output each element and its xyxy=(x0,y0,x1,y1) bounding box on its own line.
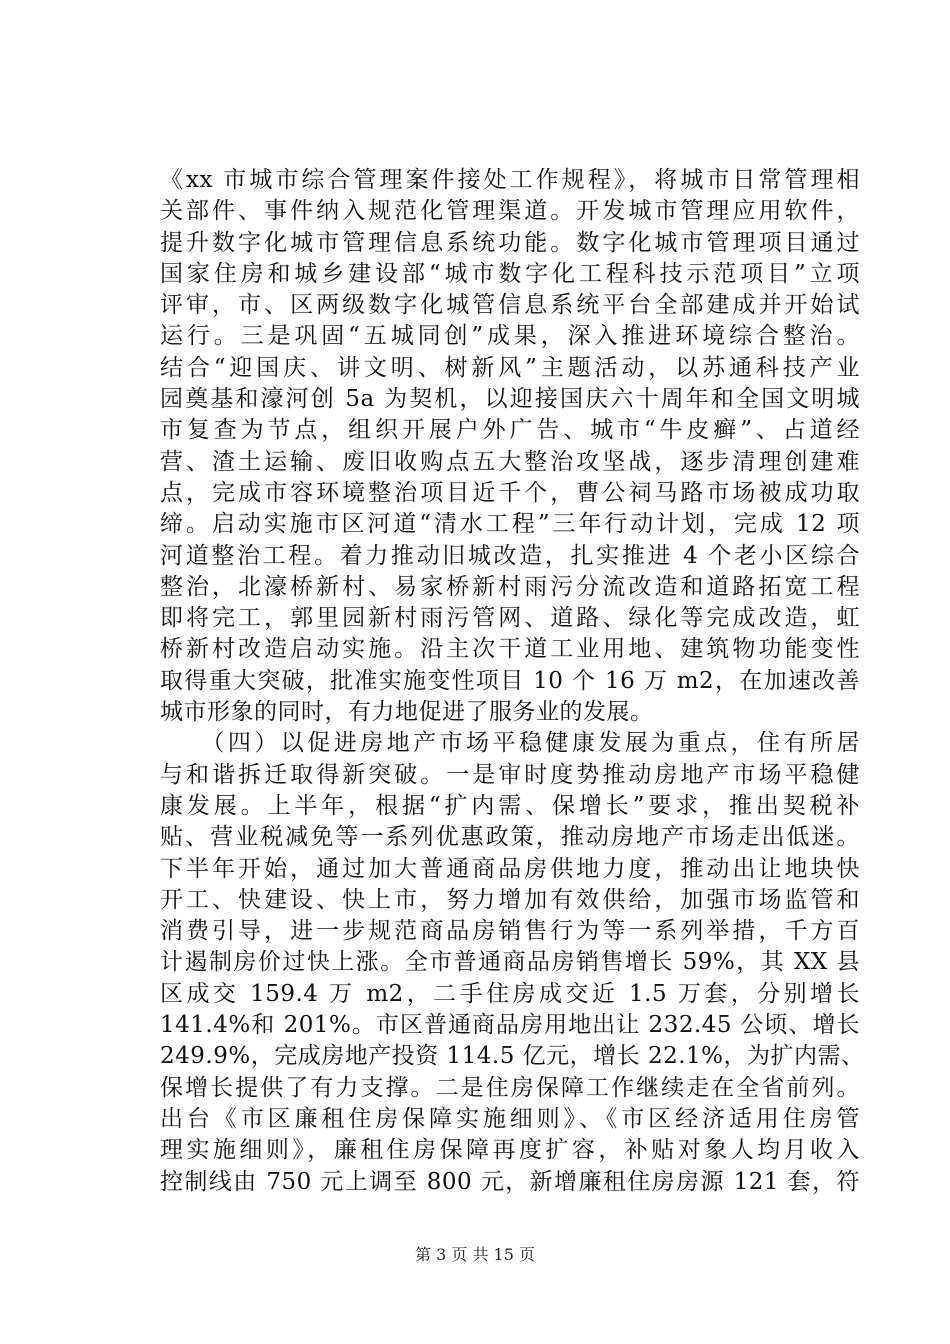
text-line: 开工、快建设、快上市，努力增加有效供给，加强市场监管和 xyxy=(160,886,860,913)
text-line: 国家住房和城乡建设部“城市数字化工程科技示范项目”立项 xyxy=(160,260,860,287)
text-line: 关部件、事件纳入规范化管理渠道。开发城市管理应用软件， xyxy=(160,198,860,225)
text-line: 控制线由 750 元上调至 800 元，新增廉租住房房源 121 套，符 xyxy=(160,1168,860,1195)
text-line: 保增长提供了有力支撑。二是住房保障工作继续走在全省前列。 xyxy=(160,1074,860,1101)
text-line: 结合“迎国庆、讲文明、树新风”主题活动，以苏通科技产业 xyxy=(160,354,860,381)
text-line: 评审，市、区两级数字化城管信息系统平台全部建成并开始试 xyxy=(160,292,860,319)
text-line: 下半年开始，通过加大普通商品房供地力度，推动出让地块快 xyxy=(160,855,860,882)
text-line: 计遏制房价过快上涨。全市普通商品房销售增长 59%，其 XX 县 xyxy=(160,949,860,976)
text-line: 缔。启动实施市区河道“清水工程”三年行动计划，完成 12 项 xyxy=(160,511,860,538)
text-line: 249.9%，完成房地产投资 114.5 亿元，增长 22.1%，为扩内需、 xyxy=(160,1043,865,1070)
text-line: （四）以促进房地产市场平稳健康发展为重点，住有所居 xyxy=(160,730,860,757)
text-line: 运行。三是巩固“五城同创”成果，深入推进环境综合整治。 xyxy=(160,323,860,350)
text-line: 理实施细则》，廉租住房保障再度扩容，补贴对象人均月收入 xyxy=(160,1137,860,1164)
text-line: 《xx 市城市综合管理案件接处工作规程》，将城市日常管理相 xyxy=(160,167,860,193)
text-line: 营、渣土运输、废旧收购点五大整治攻坚战，逐步清理创建难 xyxy=(160,448,860,475)
text-line: 市复查为节点，组织开展户外广告、城市“牛皮癣”、占道经 xyxy=(160,417,860,444)
text-line: 城市形象的同时，有力地促进了服务业的发展。 xyxy=(160,699,654,726)
page-footer: 第 3 页 共 15 页 xyxy=(415,1245,535,1264)
text-line: 与和谐拆迁取得新突破。一是审时度势推动房地产市场平稳健 xyxy=(160,761,860,788)
body-text xyxy=(160,165,865,1198)
text-line: 康发展。上半年，根据“扩内需、保增长”要求，推出契税补 xyxy=(160,792,860,819)
text-line: 提升数字化城市管理信息系统功能。数字化城市管理项目通过 xyxy=(160,229,860,256)
text-line: 消费引导，进一步规范商品房销售行为等一系列举措，千方百 xyxy=(160,918,860,945)
text-line: 桥新村改造启动实施。沿主次干道工业用地、建筑物功能变性 xyxy=(160,636,860,663)
text-line: 贴、营业税减免等一系列优惠政策，推动房地产市场走出低迷。 xyxy=(160,824,860,851)
text-line: 即将完工，郭里园新村雨污管网、道路、绿化等完成改造，虹 xyxy=(160,605,860,632)
text-line: 河道整治工程。着力推动旧城改造，扎实推进 4 个老小区综合 xyxy=(160,542,860,569)
text-line: 园奠基和濠河创 5a 为契机，以迎接国庆六十周年和全国文明城 xyxy=(160,386,860,413)
text-line: 出台《市区廉租住房保障实施细则》、《市区经济适用住房管 xyxy=(160,1105,860,1132)
text-line: 点，完成市容环境整治项目近千个，曹公祠马路市场被成功取 xyxy=(160,479,860,506)
text-line: 141.4%和 201%。市区普通商品房用地出让 232.45 公顷、增长 xyxy=(160,1012,860,1039)
text-line: 区成交 159.4 万 m2，二手住房成交近 1.5 万套，分别增长 xyxy=(160,980,860,1007)
text-line: 整治，北濠桥新村、易家桥新村雨污分流改造和道路拓宽工程 xyxy=(160,573,860,600)
text-line: 取得重大突破，批准实施变性项目 10 个 16 万 m2，在加速改善 xyxy=(160,667,860,694)
